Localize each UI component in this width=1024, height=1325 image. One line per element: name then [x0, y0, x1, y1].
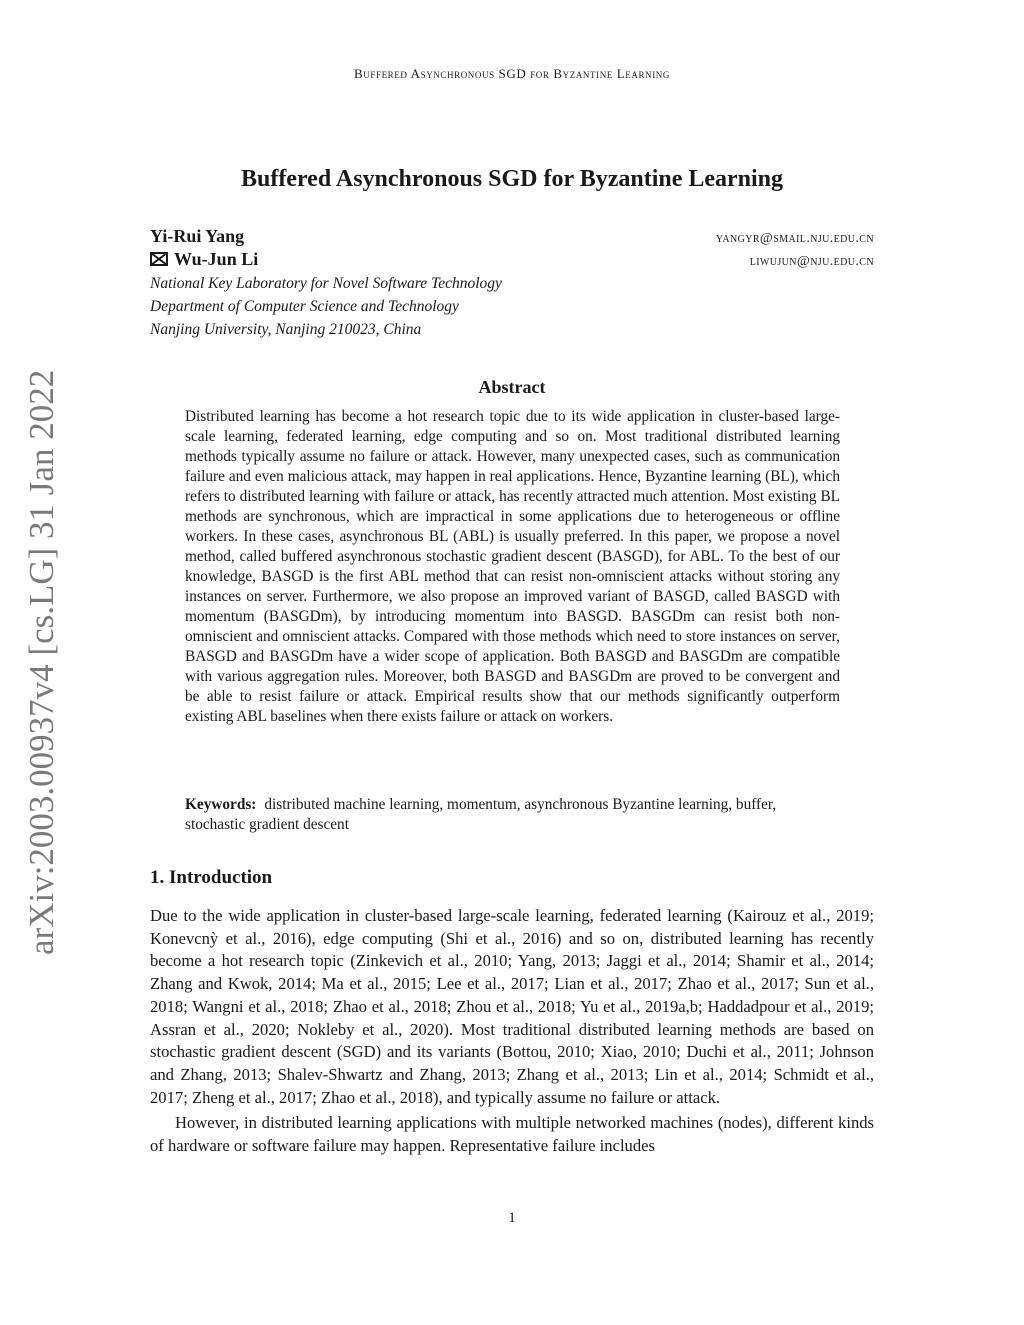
- running-header: Buffered Asynchronous SGD for Byzantine Learning: [353, 66, 671, 81]
- author-email: yangyr@smail.nju.edu.cn: [715, 231, 874, 246]
- abstract-heading: Abstract: [478, 377, 546, 397]
- introduction-text: [150, 905, 874, 1158]
- abstract-body: Distributed learning has become a hot research topic due to its wide application in cluster-based large-scale learning, federated learning, edge computing and so on. Most traditional distributed learning methods typically assume no failure or attack. However, many unexpected cases, such as communication failure and even malicious attack, may happen in real applications. Hence, Byzantine learning (BL), which refers to distributed learning with failure or attack, has recently attracted much attention. Most existing BL methods are synchronous, which are impractical in some applications due to heterogeneous or offline workers. In these cases, asynchronous BL (ABL) is usually preferred. In this paper, we propose a novel method, called buffered asynchronous stochastic gradient descent (BASGD), for ABL. To the best of our knowledge, BASGD is the first ABL method that can resist non-omniscient attacks without storing any instances on server. Furthermore, we also propose an improved variant of BASGD, called BASGD with momentum (BASGDm), by introducing momentum into BASGD. BASGDm can resist both non-omniscient and omniscient attacks. Compared with those methods which need to store instances on server, BASGD and BASGDm have a wider scope of application. Both BASGD and BASGDm are compatible with various aggregation rules. Moreover, both BASGD and BASGDm are proved to be convergent and be able to resist failure or attack. Empirical results show that our methods significantly outperform existing ABL baselines when there exists failure or attack on workers.: [185, 408, 840, 725]
- author-name: Yi-Rui Yang: [150, 226, 245, 246]
- keywords-text: distributed machine learning, momentum, asynchronous Byzantine learning, buffer, stochastic gradient descent: [185, 796, 777, 833]
- author-name-with-icon: [150, 249, 258, 270]
- author-email: liwujun@nju.edu.cn: [749, 254, 874, 269]
- arxiv-stamp: arXiv:2003.00937v4 [cs.LG] 31 Jan 2022: [22, 369, 61, 955]
- paper-title: Buffered Asynchronous SGD for Byzantine Learning: [240, 166, 784, 192]
- affiliation-line: National Key Laboratory for Novel Software Technology: [150, 275, 502, 292]
- affiliation-line: Department of Computer Science and Technology: [150, 298, 459, 315]
- keywords: [185, 795, 840, 835]
- paragraph: Due to the wide application in cluster-based large-scale learning, federated learning (Kairouz et al., 2019; Konevcnỳ et al., 2016), edge computing (Shi et al., 2016) and so on, distributed learning has recently become a hot research topic (Zinkevich et al., 2010; Yang, 2013; Jaggi et al., 2014; Shamir et al., 2014; Zhang and Kwok, 2014; Ma et al., 2015; Lee et al., 2017; Lian et al., 2017; Zhao et al., 2017; Sun et al., 2018; Wangni et al., 2018; Zhao et al., 2018; Zhou et al., 2018; Yu et al., 2019a,b; Haddadpour et al., 2019; Assran et al., 2020; Nokleby et al., 2020). Most traditional distributed learning methods are based on stochastic gradient descent (SGD) and its variants (Bottou, 2010; Xiao, 2010; Duchi et al., 2011; Johnson and Zhang, 2013; Shalev-Shwartz and Zhang, 2013; Zhang et al., 2013; Lin et al., 2014; Schmidt et al., 2017; Zheng et al., 2017; Zhao et al., 2018), and typically assume no failure or attack.: [150, 906, 874, 1107]
- affiliation-line: Nanjing University, Nanjing 210023, China: [150, 321, 422, 338]
- section-heading: 1. Introduction: [150, 867, 273, 888]
- author-row: [150, 226, 874, 249]
- author-block: [150, 226, 874, 341]
- keywords-label: Keywords:: [185, 796, 257, 813]
- page-number: 1: [508, 1210, 516, 1226]
- author-row: [150, 249, 874, 272]
- author-name: Wu-Jun Li: [174, 249, 259, 269]
- envelope-icon: [150, 252, 168, 266]
- paragraph: However, in distributed learning applications with multiple networked machines (nodes), different kinds of hardware or software failure may happen. Representative failure includes: [150, 1113, 874, 1156]
